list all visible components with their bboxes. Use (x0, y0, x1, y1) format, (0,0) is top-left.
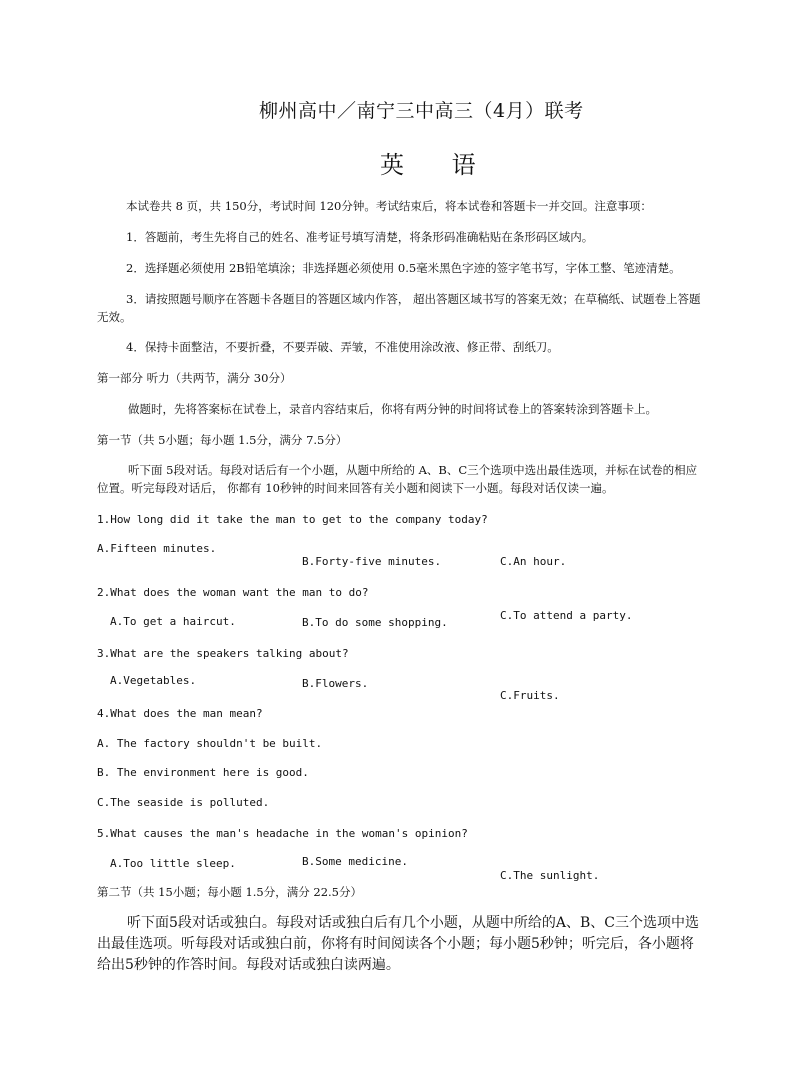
instruction-item-2: 2．选择题必须使用 2B铅笔填涂；非选择题必须使用 0.5毫米黑色字迹的签字笔书写，字体工整、笔迹清楚。 (126, 261, 681, 275)
instruction-item-1: 1．答题前，考生先将自己的姓名、准考证号填写清楚，将条形码准确粘贴在条形码区域内。 (126, 230, 594, 244)
question-1-option-a: A.Fifteen minutes. (97, 542, 217, 555)
question-1-option-b: B.Forty-five minutes. (302, 555, 442, 568)
question-3-option-c: C.Fruits. (500, 689, 560, 702)
question-3-stem: 3.What are the speakers talking about? (97, 647, 349, 660)
question-5-stem: 5.What causes the man's headache in the woman's opinion? (97, 827, 468, 840)
exam-title: 柳州高中／南宁三中高三（4月）联考 (259, 100, 584, 122)
section2-directions: 听下面5段对话或独白。每段对话或独白后有几个小题，从题中所给的A、B、C三个选项中选出最佳选项。听每段对话或独白前，你将有时间阅读各个小题；每小题5秒钟；听完后，各小题将给出5秒钟的作答时间。每段对话或独白读两遍。 (97, 915, 700, 973)
question-3-option-b: B.Flowers. (302, 677, 369, 690)
part1-note: 做题时，先将答案标在试卷上，录音内容结束后，你将有两分钟的时间将试卷上的答案转涂到答题卡上。 (128, 402, 657, 416)
question-5-option-a: A.Too little sleep. (110, 857, 236, 870)
section1-heading: 第一节（共 5小题；每小题 1.5分，满分 7.5分） (97, 433, 348, 447)
instruction-item-3: 3．请按照题号顺序在答题卡各题目的答题区域内作答， 超出答题区域书写的答案无效；在草稿纸、试题卷上答题无效。 (97, 292, 701, 324)
question-2-stem: 2.What does the woman want the man to do? (97, 586, 369, 599)
question-4-option-b: B. The environment here is good. (97, 766, 309, 779)
subject-title: 英 语 (380, 151, 496, 179)
question-5-option-c: C.The sunlight. (500, 869, 600, 882)
section2-heading: 第二节（共 15小题；每小题 1.5分，满分 22.5分） (97, 885, 362, 899)
question-5-option-b: B.Some medicine. (302, 855, 408, 868)
section1-directions: 听下面 5段对话。每段对话后有一个小题，从题中所给的 A、B、C三个选项中选出最佳选项，并标在试卷的相应位置。听完每段对话后， 你都有 10秒钟的时间来回答有关小题和阅读下一小题。每段对话仅读一遍。 (97, 463, 698, 495)
question-4-option-c: C.The seaside is polluted. (97, 796, 270, 809)
question-2-option-a: A.To get a haircut. (110, 615, 236, 628)
question-2-option-b: B.To do some shopping. (302, 616, 448, 629)
instructions-intro: 本试卷共 8 页，共 150分，考试时间 120分钟。考试结束后，将本试卷和答题卡一并交回。注意事项： (126, 199, 652, 213)
instruction-item-4: 4．保持卡面整洁，不要折叠，不要弄破、弄皱，不准使用涂改液、修正带、刮纸刀。 (126, 340, 559, 354)
question-3-option-a: A.Vegetables. (110, 674, 197, 687)
question-4-option-a: A. The factory shouldn't be built. (97, 737, 323, 750)
question-2-option-c: C.To attend a party. (500, 609, 633, 622)
question-4-stem: 4.What does the man mean? (97, 707, 263, 720)
part1-heading: 第一部分 听力（共两节，满分 30分） (97, 371, 292, 385)
question-1-option-c: C.An hour. (500, 555, 567, 568)
question-1-stem: 1.How long did it take the man to get to the company today? (97, 513, 488, 526)
